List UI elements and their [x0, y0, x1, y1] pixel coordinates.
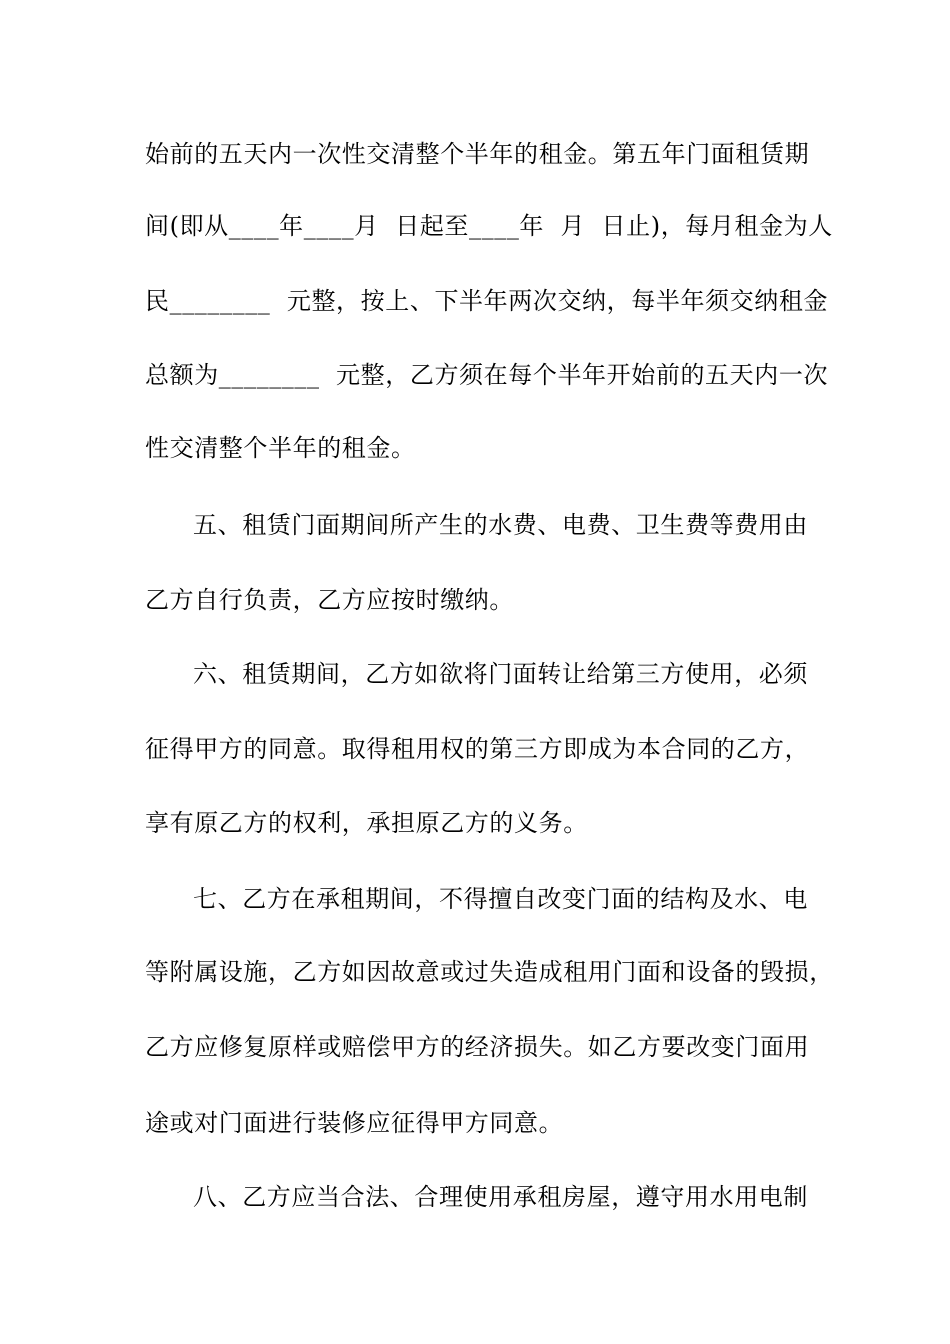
- paragraph-seven-start: 七、乙方在承租期间，不得擅自改变门面的结构及水、电: [193, 885, 808, 913]
- paragraph-six-start: 六、租赁期间，乙方如欲将门面转让给第三方使用，必须: [193, 660, 808, 688]
- text-line: 享有原乙方的权利，承担原乙方的义务。: [145, 809, 588, 837]
- text-line: 性交清整个半年的租金。: [145, 434, 416, 462]
- paragraph-five-start: 五、租赁门面期间所产生的水费、电费、卫生费等费用由: [193, 511, 808, 539]
- text-line: 民________ 元整，按上、下半年两次交纳，每半年须交纳租金: [145, 287, 829, 315]
- text-line: 间(即从____年____月 日起至____年 月 日止)，每月租金为人: [145, 212, 833, 240]
- text-line: 始前的五天内一次性交清整个半年的租金。第五年门面租赁期: [145, 140, 810, 168]
- text-line: 乙方自行负责，乙方应按时缴纳。: [145, 586, 514, 614]
- paragraph-eight-start: 八、乙方应当合法、合理使用承租房屋，遵守用水用电制: [193, 1183, 808, 1211]
- text-line: 等附属设施，乙方如因故意或过失造成租用门面和设备的毁损，: [145, 958, 834, 986]
- text-line: 途或对门面进行装修应征得甲方同意。: [145, 1109, 564, 1137]
- text-line: 征得甲方的同意。取得租用权的第三方即成为本合同的乙方，: [145, 735, 810, 763]
- text-line: 总额为________ 元整，乙方须在每个半年开始前的五天内一次: [145, 361, 829, 389]
- text-line: 乙方应修复原样或赔偿甲方的经济损失。如乙方要改变门面用: [145, 1033, 810, 1061]
